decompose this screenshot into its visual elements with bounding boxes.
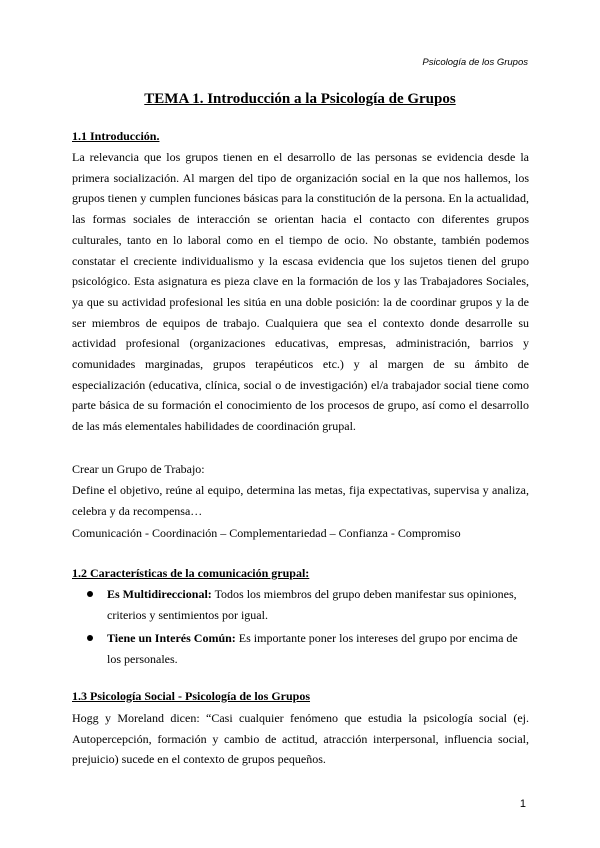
section-heading-communication: 1.2 Características de la comunicación grupal: [72,566,310,580]
social-psychology-paragraph: Hogg y Moreland dicen: “Casi cualquier fenómeno que estudia la psicología social (ej. Autopercepción, formación y cambio de actitud, atracción interpersonal, influencia social, prejuicio) sucede en el contexto de grupos pequeños. [72,711,529,767]
keywords-line: Comunicación - Coordinación – Complementariedad – Confianza - Compromiso [72,526,461,540]
section-heading-intro: 1.1 Introducción. [72,129,160,143]
list-item [72,584,529,625]
running-header: Psicología de los Grupos [422,57,528,68]
characteristics-list [72,584,529,673]
section-heading-social-psychology: 1.3 Psicología Social - Psicología de los Grupos [72,689,311,703]
work-group-text: Define el objetivo, reúne al equipo, determina las metas, fija expectativas, supervisa y analiza, celebra y da recompensa… [72,483,529,518]
list-item [72,628,529,669]
intro-paragraph: La relevancia que los grupos tienen en el desarrollo de las personas se evidencia desde la primera socialización. Al margen del tipo de organización social en la que nos hallemos, los grupos tienen y cumplen funciones básicas para la constitución de la persona. En la actualidad, las formas sociales de interacción se orientan hacia el contacto con diferentes grupos culturales, tanto en lo laboral como en el tiempo de ocio. No obstante, también podemos constatar el creciente individualismo y la escasa evidencia que los sujetos tienen del grupo psicológico. Esta asignatura es pieza clave en la formación de los y las Trabajadores Sociales, ya que su actividad profesional les sitúa en una doble posición: la de coordinar grupos y la de ser miembros de equipos de trabajo. Cualquiera que sea el contexto donde desarrolle su actividad profesional (organizaciones educativas, empresas, administración, barrios y comunidades marginadas, grupos terapéuticos etc.) y al margen de su ámbito de especialización (educativa, clínica, social o de investigación) el/a trabajador social tiene como parte básica de su formación el conocimiento de los procesos de grupo, así como el desarrollo de las más elementales habilidades de coordinación grupal. [72,150,529,434]
list-item-term: Tiene un Interés Común: [107,631,236,646]
work-group-label: Crear un Grupo de Trabajo: [72,462,205,476]
list-item-text: Todos los miembros del grupo deben manifestar sus opiniones, criterios y sentimientos por igual. [107,587,517,622]
bullet-icon [87,591,93,597]
list-item-text: Es importante poner los intereses del grupo por encima de los personales. [107,631,518,667]
page-number: 1 [519,798,526,810]
list-item-term: Es Multidireccional: [107,587,212,601]
bullet-icon [87,635,93,641]
document-title: TEMA 1. Introducción a la Psicología de Grupos [144,91,456,107]
